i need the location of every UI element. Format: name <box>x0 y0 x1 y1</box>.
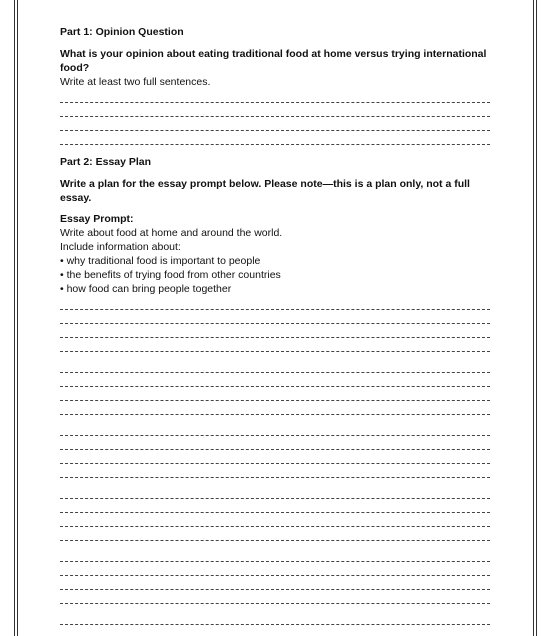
plan-line[interactable] <box>60 485 490 499</box>
plan-line[interactable] <box>60 548 490 562</box>
part2-plan-lines[interactable] <box>60 296 490 625</box>
plan-line[interactable] <box>60 338 490 352</box>
plan-line[interactable] <box>60 373 490 387</box>
plan-line[interactable] <box>60 310 490 324</box>
answer-line[interactable] <box>60 89 490 103</box>
plan-line[interactable] <box>60 499 490 513</box>
plan-line[interactable] <box>60 401 490 415</box>
line-gap <box>60 352 490 359</box>
plan-line[interactable] <box>60 387 490 401</box>
line-gap <box>60 541 490 548</box>
part2-instruction: Write a plan for the essay prompt below. Please note—this is a plan only, not a full essay. <box>60 178 470 204</box>
essay-prompt-label: Essay Prompt: <box>60 213 134 225</box>
worksheet-content <box>60 25 490 625</box>
plan-line[interactable] <box>60 513 490 527</box>
plan-line[interactable] <box>60 527 490 541</box>
answer-line[interactable] <box>60 103 490 117</box>
plan-line[interactable] <box>60 590 490 604</box>
plan-line[interactable] <box>60 359 490 373</box>
essay-bullet-1: • why traditional food is important to people <box>60 255 261 267</box>
essay-bullet-3: • how food can bring people together <box>60 283 232 295</box>
plan-line[interactable] <box>60 296 490 310</box>
essay-prompt-line2: Include information about: <box>60 241 181 253</box>
plan-line[interactable] <box>60 450 490 464</box>
plan-line[interactable] <box>60 422 490 436</box>
plan-line[interactable] <box>60 562 490 576</box>
plan-line[interactable] <box>60 576 490 590</box>
line-gap <box>60 478 490 485</box>
answer-line[interactable] <box>60 117 490 131</box>
plan-line[interactable] <box>60 464 490 478</box>
part1-title: Part 1: Opinion Question <box>60 26 184 38</box>
plan-line[interactable] <box>60 611 490 625</box>
part1-answer-lines[interactable] <box>60 89 490 145</box>
essay-bullet-2: • the benefits of trying food from other countries <box>60 269 281 281</box>
plan-line[interactable] <box>60 324 490 338</box>
part2-title: Part 2: Essay Plan <box>60 156 152 168</box>
essay-prompt-line1: Write about food at home and around the world. <box>60 227 283 239</box>
answer-line[interactable] <box>60 131 490 145</box>
part1-instruction: Write at least two full sentences. <box>60 76 211 88</box>
part1-question: What is your opinion about eating traditional food at home versus trying international food? <box>60 48 487 74</box>
plan-line[interactable] <box>60 436 490 450</box>
line-gap <box>60 604 490 611</box>
line-gap <box>60 415 490 422</box>
